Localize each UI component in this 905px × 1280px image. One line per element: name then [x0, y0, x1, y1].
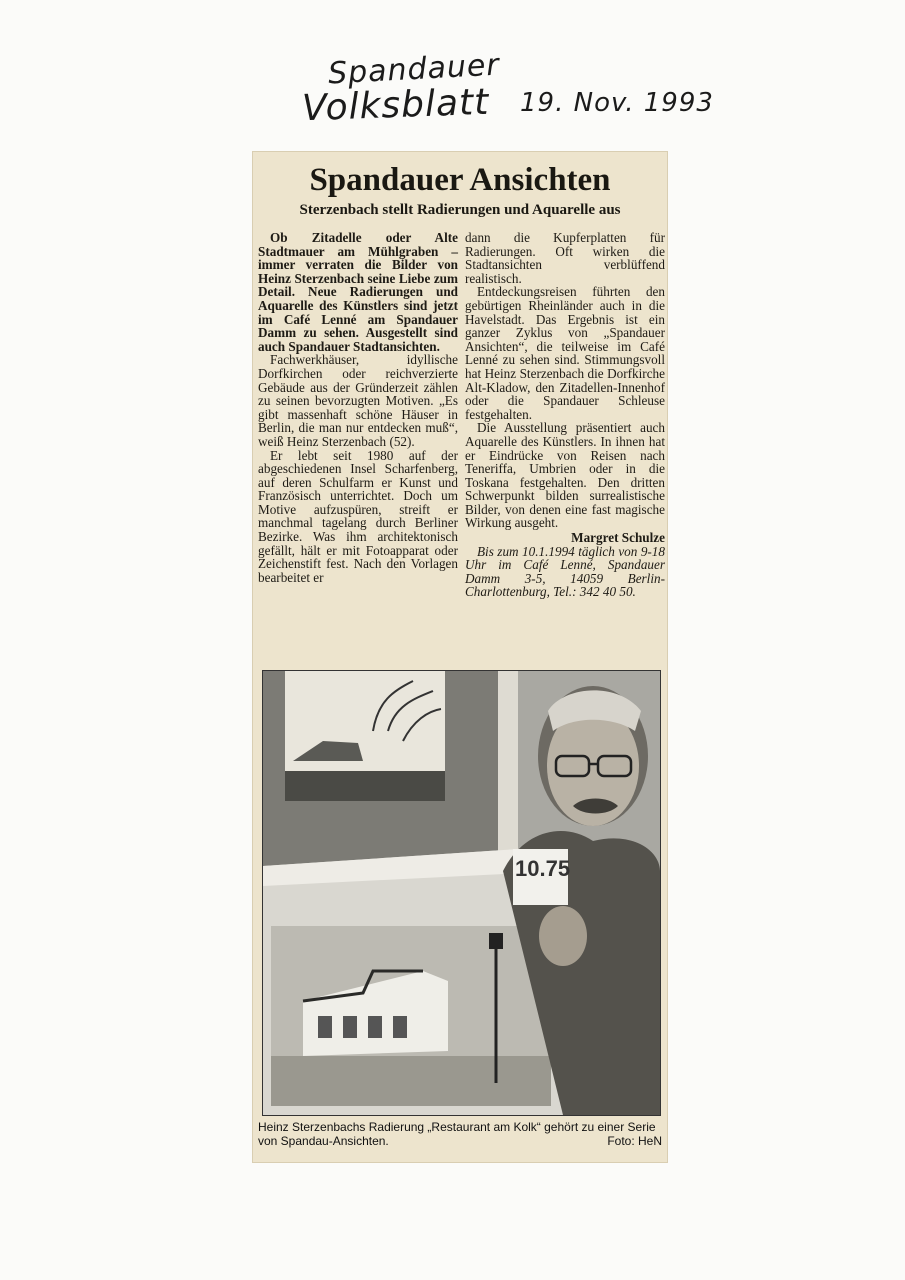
body-paragraph: Er lebt seit 1980 auf der abgeschiedenen Insel Scharfenberg, auf deren Schulfarm er Kunst und Französisch unterrichtet. Doch um Motive aufzuspüren, streift er manchmal tagelang durch Berliner Bezirke. Was ihm architektonisch gefällt, hält er mit Fotoapparat oder Zeichenstift fest. Nach den Vorlagen bearbeitet er	[258, 447, 458, 585]
article-column-left	[258, 231, 458, 584]
exhibition-info: Bis zum 10.1.1994 täglich von 9-18 Uhr im Café Lenné, Spandauer Damm 3-5, 14059 Berlin-Charlottenburg, Tel.: 342 40 50.	[465, 543, 665, 600]
headline: Spandauer Ansichten	[309, 162, 611, 198]
photo-caption: Heinz Sterzenbachs Radierung „Restaurant am Kolk“ gehört zu einer Serie von Spandau-Ansichten.	[258, 1120, 656, 1148]
handwritten-date: 19. Nov. 1993	[520, 88, 714, 118]
body-paragraph: Fachwerkhäuser, idyllische Dorfkirchen oder reichverzierte Gebäude aus der Gründerzeit zählen zu seinen bevorzugten Motiven. „Es gibt massenhaft schöne Häuser in Berlin, die man nur entdecken muß“, weiß Heinz Sterzenbach (52).	[258, 352, 458, 449]
poster-text: 10.75	[515, 856, 571, 881]
photo-illustration	[263, 671, 660, 1115]
handwritten-newspaper-name: Spandauer	[327, 47, 501, 92]
body-paragraph: Entdeckungsreisen führten den gebürtigen Rheinländer auch in die Havelstadt. Das Ergebnis ist ein ganzer Zyklus von „Spandauer Ansichten“, die teilweise im Café Lenné zu sehen sind. Stimmungsvoll hat Heinz Sterzenbach die Dorfkirche Alt-Kladow, den Zitadellen-Innenhof oder die Spandauer Schleuse festgehalten.	[465, 284, 665, 422]
article-column-right	[465, 231, 665, 599]
author-byline: Margret Schulze	[571, 530, 665, 546]
lead-paragraph: Ob Zitadelle oder Alte Stadtmauer am Mühlgraben – immer verraten die Bilder von Heinz Sterzenbach seine Liebe zum Detail. Neue Radierungen und Aquarelle des Künstlers sind jetzt im Café Lenné am Spandauer Damm zu sehen. Ausgestellt sind auch Spandauer Stadtansichten.	[258, 230, 458, 354]
newspaper-clipping	[253, 152, 667, 1162]
body-paragraph: Die Ausstellung präsentiert auch Aquarelle des Künstlers. In ihnen hat er Eindrücke von Reisen nach Teneriffa, Umbrien oder in die Toskana festgehalten. Den dritten Schwerpunkt bilden surrealistische Bilder, von denen eine fast magische Wirkung ausgeht.	[465, 420, 665, 531]
photo-credit: Foto: HeN	[607, 1134, 662, 1148]
article-photo	[262, 670, 661, 1116]
handwritten-newspaper-name-2: Volksblatt	[301, 81, 490, 130]
subheadline: Sterzenbach stellt Radierungen und Aquarelle aus	[299, 202, 621, 218]
body-paragraph: dann die Kupferplatten für Radierungen. Oft wirken die Stadtansichten verblüffend realistisch.	[465, 230, 665, 286]
